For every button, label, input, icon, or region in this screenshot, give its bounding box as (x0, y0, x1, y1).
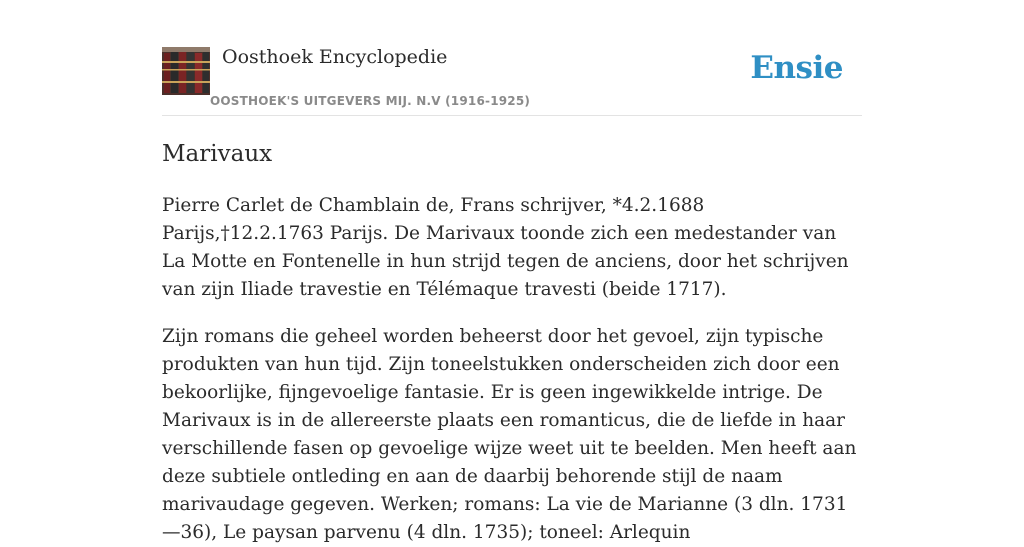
source-title[interactable]: Oosthoek Encyclopedie (222, 46, 448, 68)
source-avatar[interactable] (162, 47, 210, 95)
article-title: Marivaux (162, 141, 273, 167)
article-paragraph: Zijn romans die geheel worden beheerst door het gevoel, zijn typische produkten van hun tijd. Zijn toneelstukken onderscheiden zich door een bekoorlijke, fijngevoelige fantasie. Er is geen ingewikkelde intrige. De Marivaux is in de allereerste plaats een romanticus, die de liefde in haar verschillende fasen op gevoelige wijze weet uit te beelden. Men heeft aan deze subtiele ontleding en aan de daarbij behorende stijl de naam marivaudage gegeven. Werken; romans: La vie de Marianne (3 dln. 1731—36), Le paysan parvenu (4 dln. 1735); toneel: Arlequin (162, 326, 857, 543)
book-spines-icon (162, 47, 210, 95)
publisher-label: OOSTHOEK'S UITGEVERS MIJ. N.V (1916-1925) (210, 94, 531, 108)
article-paragraph: Pierre Carlet de Chamblain de, Frans schrijver, *4.2.1688 Parijs,†12.2.1763 Parijs. De Marivaux toonde zich een medestander van La Motte en Fontenelle in hun strijd tegen de anciens, door het schrijven van zijn Iliade travestie en Télémaque travesti (beide 1717). (162, 195, 849, 300)
ensie-logo[interactable]: Ensie (750, 50, 843, 86)
article (162, 138, 862, 547)
source-header (162, 0, 862, 116)
